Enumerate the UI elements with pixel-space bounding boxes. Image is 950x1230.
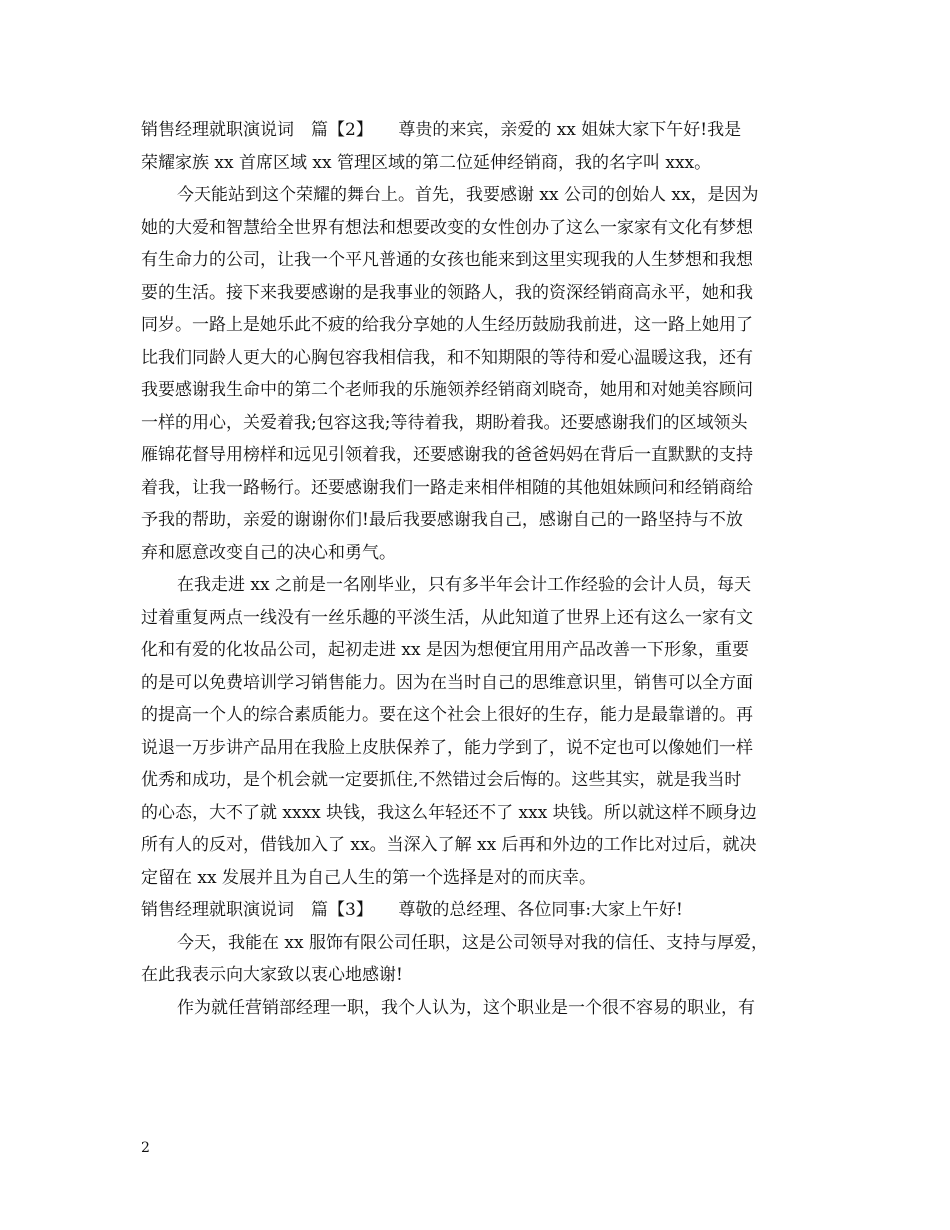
text-line: 化和有爱的化妆品公司，起初走进 xx 是因为想便宜用用产品改善一下形象，重要 (141, 640, 749, 660)
text-line: 的是可以免费培训学习销售能力。因为在当时自己的思维意识里，销售可以全方面 (141, 672, 753, 693)
text-line: 有生命力的公司，让我一个平凡普通的女孩也能来到这里实现我的人生梦想和我想 (141, 250, 753, 270)
text-line: 销售经理就职演说词 篇【3】 尊敬的总经理、各位同事:大家上午好! (141, 900, 683, 920)
text-line: 她的大爱和智慧给全世界有想法和想要改变的女性创办了这么一家家有文化有梦想 (141, 217, 753, 238)
text-line: 所有人的反对，借钱加入了 xx。当深入了解 xx 后再和外边的工作比对过后，就决 (141, 835, 757, 855)
text-line: 的心态，大不了就 xxxx 块钱，我这么年轻还不了 xxx 块钱。所以就这样不顾身边 (141, 802, 757, 823)
text-line: 一样的用心，关爱着我;包容这我;等待着我，期盼着我。还要感谢我们的区域领头 (141, 412, 748, 433)
text-line: 要的生活。接下来我要感谢的是我事业的领路人，我的资深经销商高永平，她和我 (141, 282, 753, 303)
text-line: 销售经理就职演说词 篇【2】 尊贵的来宾，亲爱的 xx 姐妹大家下午好!我是 (141, 120, 742, 140)
text-line: 着我，让我一路畅行。还要感谢我们一路走来相伴相随的其他姐妹顾问和经销商给 (141, 477, 753, 498)
text-line: 雁锦花督导用榜样和远见引领着我，还要感谢我的爸爸妈妈在背后一直默默的支持 (141, 445, 753, 465)
text-line: 今天能站到这个荣耀的舞台上。首先，我要感谢 xx 公司的创始人 xx，是因为 (177, 185, 759, 205)
text-line: 的提高一个人的综合素质能力。要在这个社会上很好的生存，能力是最靠谱的。再 (141, 705, 753, 725)
text-line: 优秀和成功，是个机会就一定要抓住,不然错过会后悔的。这些其实，就是我当时 (141, 770, 742, 790)
text-line: 同岁。一路上是她乐此不疲的给我分享她的人生经历鼓励我前进，这一路上她用了 (141, 315, 753, 335)
document-body (141, 114, 809, 1024)
text-line: 过着重复两点一线没有一丝乐趣的平淡生活，从此知道了世界上还有这么一家有文 (141, 607, 753, 628)
text-line: 比我们同龄人更大的心胸包容我相信我，和不知期限的等待和爱心温暖这我，还有 (141, 347, 753, 368)
text-line: 我要感谢我生命中的第二个老师我的乐施领养经销商刘晓奇，她用和对她美容顾问 (141, 380, 753, 400)
text-line: 今天，我能在 xx 服饰有限公司任职，这是公司领导对我的信任、支持与厚爱， (177, 932, 768, 953)
text-line: 予我的帮助，亲爱的谢谢你们!最后我要感谢我自己，感谢自己的一路坚持与不放 (141, 510, 743, 530)
text-line: 定留在 xx 发展并且为自己人生的第一个选择是对的而庆幸。 (141, 867, 596, 888)
text-line: 说退一万步讲产品用在我脸上皮肤保养了，能力学到了，说不定也可以像她们一样 (141, 737, 753, 758)
text-line: 在我走进 xx 之前是一名刚毕业，只有多半年会计工作经验的会计人员，每天 (177, 575, 751, 595)
text-line: 作为就任营销部经理一职，我个人认为，这个职业是一个很不容易的职业，有 (177, 997, 755, 1018)
text-line: 在此我表示向大家致以衷心地感谢! (141, 965, 403, 985)
page-number: 2 (141, 1140, 150, 1156)
text-line: 弃和愿意改变自己的决心和勇气。 (141, 542, 396, 563)
text-line: 荣耀家族 xx 首席区域 xx 管理区域的第二位延伸经销商，我的名字叫 xxx。 (141, 152, 712, 173)
